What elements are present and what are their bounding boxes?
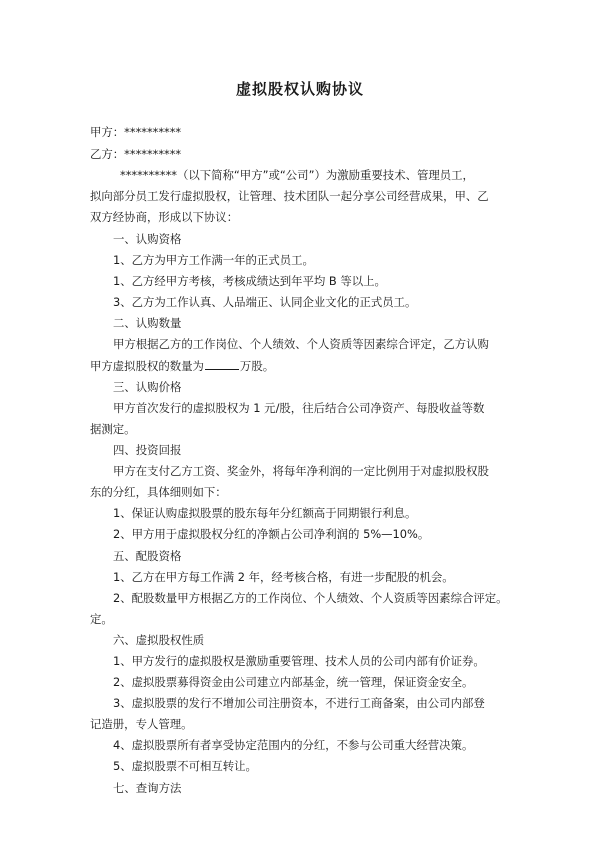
section-5-item-1: 1、乙方在甲方每工作满 2 年，经考核合格，有进一步配股的机会。 (113, 570, 454, 584)
section-1-item-2: 1、乙方经甲方考核，考核成绩达到年平均 B 等以上。 (113, 274, 386, 288)
section-3-para-1: 甲方首次发行的虚拟股权为 1 元/股，往后结合公司净资产、每股收益等数 (113, 401, 485, 415)
section-2-para-2-post: 万股。 (239, 359, 275, 373)
intro-line-2: 拟向部分员工发行虚拟股权，让管理、技术团队一起分享公司经营成果，甲、乙 (90, 189, 489, 203)
document-title: 虚拟股权认购协议 (235, 80, 364, 98)
section-4-item-1: 1、保证认购虚拟股票的股东每年分红额高于同期银行利息。 (113, 506, 417, 520)
intro-line-1: **********（以下简称“甲方”或“公司”）为激励重要技术、管理员工， (120, 168, 474, 182)
section-3-heading: 三、认购价格 (113, 380, 182, 394)
section-2-heading: 二、认购数量 (113, 316, 182, 330)
section-6-item-4: 4、虚拟股票所有者享受协定范围内的分红，不参与公司重大经营决策。 (113, 738, 474, 752)
section-2-para-2-pre: 甲方虚拟股权的数量为 (90, 359, 204, 373)
section-6-item-5: 5、虚拟股票不可相互转让。 (113, 759, 257, 773)
section-5-item-2: 2、配股数量甲方根据乙方的工作岗位、个人绩效、个人资质等因素综合评定。 (113, 591, 508, 605)
section-1-item-1: 1、乙方为甲方工作满一年的正式员工。 (113, 253, 314, 267)
section-4-heading: 四、投资回报 (113, 443, 182, 457)
section-6-item-3-cont: 记造册，专人管理。 (90, 717, 193, 731)
section-5-item-2-cont: 定。 (90, 612, 113, 626)
section-2-para-2 (90, 358, 525, 374)
section-3-para-2: 据测定。 (90, 422, 136, 436)
section-6-heading: 六、虚拟股权性质 (113, 633, 205, 647)
section-6-item-2: 2、虚拟股票募得资金由公司建立内部基金，统一管理，保证资金安全。 (113, 675, 474, 689)
intro-line-3: 双方经协商，形成以下协议： (90, 210, 239, 224)
party-b: 乙方：********** (90, 147, 182, 161)
section-4-item-2: 2、甲方用于虚拟股权分红的净额占公司净利润的 5%—10%。 (113, 527, 430, 541)
section-2-para-1: 甲方根据乙方的工作岗位、个人绩效、个人资质等因素综合评定，乙方认购 (113, 337, 489, 351)
section-4-para-1: 甲方在支付乙方工资、奖金外，将每年净利润的一定比例用于对虚拟股权股 (113, 464, 489, 478)
section-6-item-3: 3、虚拟股票的发行不增加公司注册资本，不进行工商备案，由公司内部登 (113, 696, 485, 710)
section-6-item-1: 1、甲方发行的虚拟股权是激励重要管理、技术人员的公司内部有价证券。 (113, 654, 485, 668)
section-1-heading: 一、认购资格 (113, 232, 182, 246)
section-7-heading: 七、查询方法 (113, 781, 182, 795)
quantity-blank (205, 358, 239, 370)
section-5-heading: 五、配股资格 (113, 549, 182, 563)
section-4-para-2: 东的分红，具体细则如下： (90, 485, 227, 499)
section-1-item-3: 3、乙方为工作认真、人品端正、认同企业文化的正式员工。 (113, 295, 417, 309)
party-a: 甲方：********** (90, 125, 182, 139)
